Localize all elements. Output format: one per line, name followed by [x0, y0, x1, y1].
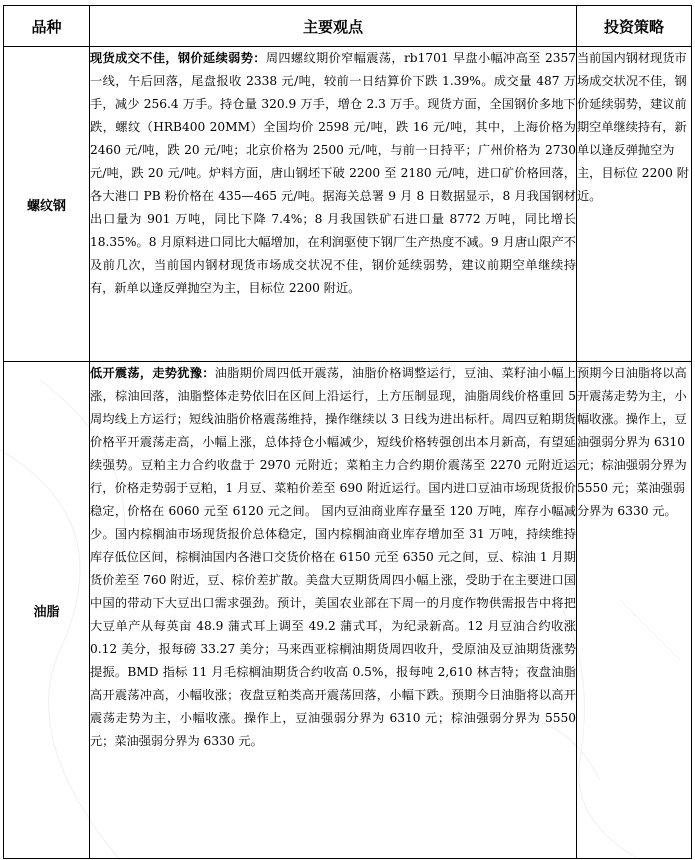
view-headline: 现货成交不佳，钢价延续弱势： — [90, 51, 266, 65]
strategy-cell: 预期今日油脂将以高开震荡走势为主，小幅收涨。操作上，豆油强弱分界为 6310 元；棕油强弱分界为 5550 元；菜油强弱分界为 6330 元。 — [577, 362, 692, 859]
main-view-cell — [90, 362, 577, 859]
header-variety: 品种 — [4, 6, 90, 47]
view-headline: 低开震荡，走势犹豫： — [90, 366, 215, 380]
table-row-rebar — [4, 47, 692, 362]
strategy-cell: 当前国内钢材现货市场成交状况不佳，钢价延续弱势，建议前期空单继续持有，新单以逢反弹抛空为主，目标位 2200 附近。 — [577, 47, 692, 362]
table-header-row — [4, 6, 692, 47]
header-main-view: 主要观点 — [90, 6, 577, 47]
view-body: 周四螺纹期价窄幅震荡，rb1701 早盘小幅冲高至 2357 一线，午后回落，尾盘报收 2338 元/吨，较前一日结算价下跌 1.39%。成交量 487 万手，减少 256.4 万手。持仓量 320.9 万手，增仓 2.3 万手。现货方面，全国钢价多地下跌，螺纹（HRB400 20MM）全国均价 2598 元/吨，跌 16 元/吨，其中，上海价格为 2460 元/吨，跌 20 元/吨；北京价格为 2500 元/吨，与前一日持平；广州价格为 2730 元/吨，跌 20 元/吨。炉料方面，唐山钢坯下破 2200 至 2180 元/吨，进口矿价格回落，各大港口 PB 粉价格在 435—465 元/吨。据海关总署 9 月 8 日数据显示，8 月我国钢材出口量为 901 万吨，同比下降 7.4%；8 月我国铁矿石进口量 8772 万吨，同比增长 18.35%。8 月原料进口同比大幅增加，在利润驱使下钢厂生产热度不减。9 月唐山限产不及前几次，当前国内钢材现货市场成交状况不佳，钢价延续弱势，建议前期空单继续持有，新单以逢反弹抛空为主，目标位 2200 附近。 — [90, 51, 576, 295]
header-strategy: 投资策略 — [577, 6, 692, 47]
analysis-table — [3, 5, 692, 859]
category-cell: 螺纹钢 — [4, 47, 90, 362]
category-cell: 油脂 — [4, 362, 90, 859]
view-body: 油脂期价周四低开震荡，油脂价格调整运行，豆油、菜籽油小幅上涨，棕油回落，油脂整体走势依旧在区间上沿运行，上方压制显现，油脂周线价格重回 5 周均线上方运行；短线油脂价格震荡维持，操作继续以 3 日线为进出标杆。周四豆粕期货价格平开震荡走高，小幅上涨，总体持仓小幅减少，短线价格转强创出本月新高，有望延续强势。豆粕主力合约收盘于 2970 元附近；菜粕主力合约期价震荡至 2270 元附近运行，价格走势弱于豆粕，1 月豆、菜粕价差至 690 附近运行。国内进口豆油市场现货报价稳定，价格在 6060 元至 6120 元之间。 国内豆油商业库存量至 120 万吨，库存小幅减少。国内棕榈油市场现货报价总体稳定，国内棕榈油商业库存增加至 31 万吨，持续维持库存低位区间，棕榈油国内各港口交货价格在 6150 元至 6350 元之间，豆、棕油 1 月期货价差至 760 附近，豆、棕价差扩散。美盘大豆期货周四小幅上涨，受助于在主要进口国中国的带动下大豆出口需求强劲。预计，美国农业部在下周一的月度作物供需报告中将把大豆单产从每英亩 48.9 蒲式耳上调至 49.2 蒲式耳，为纪录新高。12 月豆油合约收涨 0.12 美分，报每磅 33.27 美分；马来西亚棕榈油期货周四收升，受原油及豆油期货涨势提振。BMD 指标 11 月毛棕榈油期货合约收高 0.5%，报每吨 2,610 林吉特；夜盘油脂高开震荡冲高，小幅收涨；夜盘豆粕类高开震荡回落，小幅下跌。预期今日油脂将以高开震荡走势为主，小幅收涨。操作上，豆油强弱分界为 6310 元；棕油强弱分界为 5550 元；菜油强弱分界为 6330 元。 — [90, 366, 576, 748]
main-view-cell — [90, 47, 577, 362]
table-row-oils — [4, 362, 692, 859]
